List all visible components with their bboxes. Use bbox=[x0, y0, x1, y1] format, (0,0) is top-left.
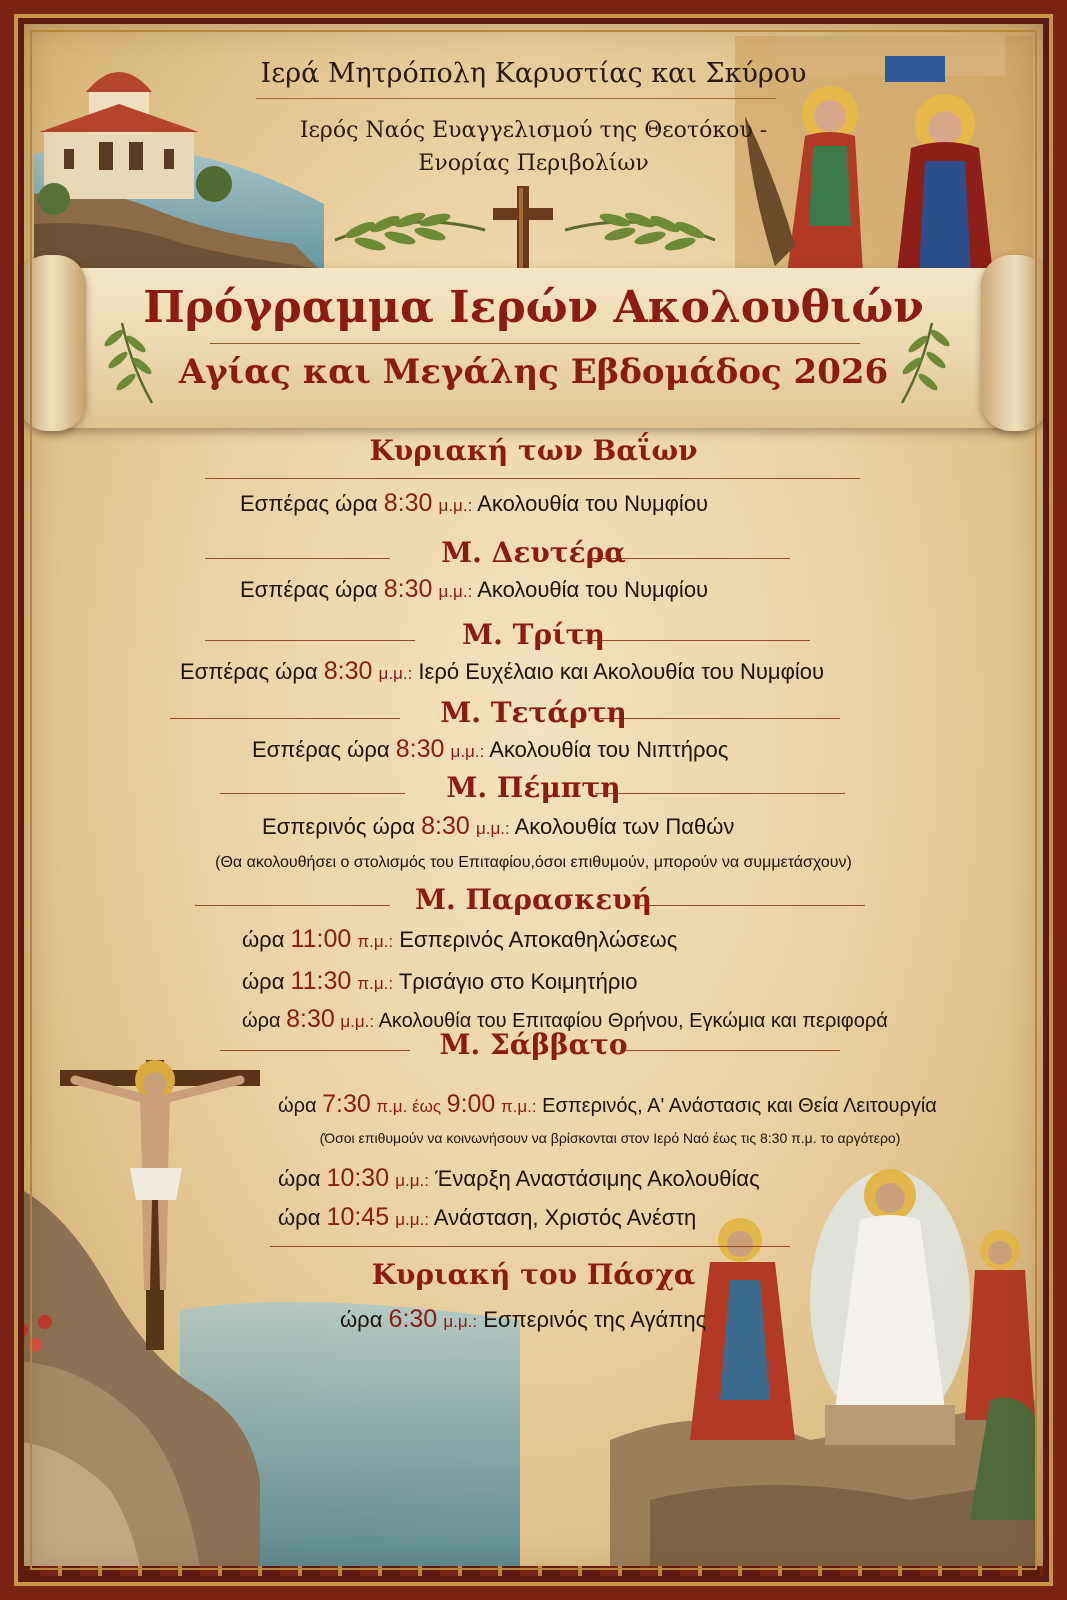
service-description: Έναρξη Αναστάσιμης Ακολουθίας bbox=[435, 1166, 760, 1191]
page-subtitle: Αγίας και Μεγάλης Εβδομάδος 2026 bbox=[178, 352, 889, 392]
service-time-unit: π.μ. έως bbox=[376, 1097, 442, 1116]
service-prefix: Εσπέρας ώρα bbox=[180, 659, 318, 684]
service-description: Ανάσταση, Χριστός Ανέστη bbox=[433, 1205, 697, 1230]
title-divider bbox=[210, 343, 860, 344]
service-time: 11:00 bbox=[290, 925, 352, 953]
service-prefix: Εσπερινός ώρα bbox=[262, 814, 416, 839]
service-time-unit: π.μ.: bbox=[357, 974, 394, 993]
service-prefix: ώρα bbox=[278, 1095, 317, 1117]
service-friday-1 bbox=[242, 925, 677, 954]
service-tuesday-1 bbox=[180, 657, 824, 686]
service-prefix: Εσπέρας ώρα bbox=[240, 491, 378, 516]
service-monday-1 bbox=[240, 575, 708, 604]
service-time-unit: μ.μ.: bbox=[395, 1171, 429, 1190]
service-description: Ακολουθία του Νυμφίου bbox=[477, 491, 709, 516]
service-description: Εσπερινός της Αγάπης bbox=[483, 1307, 707, 1332]
service-prefix: ώρα bbox=[278, 1166, 321, 1191]
service-prefix: Εσπέρας ώρα bbox=[240, 577, 378, 602]
service-prefix: Εσπέρας ώρα bbox=[252, 737, 390, 762]
note-saturday: (Όσοι επιθυμούν να κοινωνήσουν να βρίσκονται στον Ιερό Ναό έως τις 8:30 π.μ. το αργότερο) bbox=[319, 1130, 901, 1146]
church-name bbox=[0, 114, 1067, 180]
service-prefix: ώρα bbox=[242, 1010, 281, 1032]
service-time: 10:45 bbox=[326, 1203, 390, 1231]
service-time-unit: π.μ.: bbox=[357, 932, 394, 951]
service-palm-sunday-1 bbox=[240, 489, 708, 518]
day-wednesday: Μ. Τετάρτη bbox=[440, 696, 627, 729]
service-description: Εσπερινός, Α' Ανάστασις και Θεία Λειτουργία bbox=[542, 1095, 937, 1117]
page-title: Πρόγραμμα Ιερών Ακολουθιών bbox=[143, 282, 924, 333]
service-prefix: ώρα bbox=[242, 927, 285, 952]
service-time: 8:30 bbox=[286, 1005, 335, 1033]
service-description: Ακολουθία του Επιταφίου Θρήνου, Εγκώμια και περιφορά bbox=[378, 1010, 888, 1032]
metropolis-name: Ιερά Μητρόπολη Καρυστίας και Σκύρου bbox=[260, 58, 807, 89]
service-saturday-3 bbox=[278, 1203, 696, 1232]
note-thursday: (Θα ακολουθήσει ο στολισμός του Επιταφίου,όσοι επιθυμούν, μπορούν να συμμετάσχουν) bbox=[215, 854, 852, 871]
service-time-unit: μ.μ.: bbox=[378, 664, 413, 683]
service-end-time: 9:00 bbox=[446, 1090, 496, 1118]
day-easter: Κυριακή του Πάσχα bbox=[371, 1258, 696, 1291]
service-prefix: ώρα bbox=[340, 1307, 383, 1332]
service-description: Ακολουθία των Παθών bbox=[514, 814, 735, 839]
service-time: 11:30 bbox=[290, 967, 352, 995]
divider-easter bbox=[270, 1246, 790, 1247]
service-time: 6:30 bbox=[388, 1305, 438, 1333]
service-time: 8:30 bbox=[323, 657, 373, 685]
service-prefix: ώρα bbox=[278, 1205, 321, 1230]
service-time: 10:30 bbox=[326, 1164, 390, 1192]
service-wednesday-1 bbox=[252, 735, 728, 764]
service-description: Ακολουθία του Νιπτήρος bbox=[489, 737, 729, 762]
palm-branch-left-icon bbox=[330, 200, 490, 260]
service-time-unit: μ.μ.: bbox=[438, 496, 473, 515]
service-time: 7:30 bbox=[322, 1090, 371, 1118]
church-name-line1: Ιερός Ναός Ευαγγελισμού της Θεοτόκου - bbox=[299, 118, 768, 143]
service-time: 8:30 bbox=[383, 489, 433, 517]
service-time: 8:30 bbox=[395, 735, 445, 763]
service-time-unit: μ.μ.: bbox=[395, 1210, 429, 1229]
cross-icon bbox=[488, 186, 558, 270]
service-description: Ακολουθία του Νυμφίου bbox=[477, 577, 709, 602]
service-time-unit: μ.μ.: bbox=[443, 1312, 478, 1331]
day-palm-sunday: Κυριακή των Βαΐων bbox=[369, 434, 698, 467]
service-saturday-1 bbox=[278, 1090, 937, 1119]
service-time-unit: μ.μ.: bbox=[475, 819, 510, 838]
day-tuesday: Μ. Τρίτη bbox=[462, 618, 605, 651]
service-end-time-unit: π.μ.: bbox=[500, 1097, 537, 1116]
service-time: 8:30 bbox=[421, 812, 470, 840]
service-time: 8:30 bbox=[383, 575, 433, 603]
day-saturday: Μ. Σάββατο bbox=[439, 1028, 628, 1061]
palm-branch-right-icon bbox=[560, 200, 720, 260]
day-thursday: Μ. Πέμπτη bbox=[446, 771, 621, 804]
service-time-unit: μ.μ.: bbox=[340, 1012, 375, 1031]
day-monday: Μ. Δευτέρα bbox=[441, 536, 626, 569]
divider-palm-sunday bbox=[205, 478, 860, 479]
service-thursday-1 bbox=[262, 812, 734, 841]
service-description: Ιερό Ευχέλαιο και Ακολουθία του Νυμφίου bbox=[418, 659, 825, 684]
service-time-unit: μ.μ.: bbox=[438, 582, 473, 601]
decorative-border-bottom bbox=[0, 1566, 1067, 1600]
service-description: Τρισάγιο στο Κοιμητήριο bbox=[398, 969, 638, 994]
church-name-line2: Ενορίας Περιβολίων bbox=[418, 151, 649, 176]
service-time-unit: μ.μ.: bbox=[450, 742, 485, 761]
header-divider bbox=[256, 98, 776, 99]
service-description: Εσπερινός Αποκαθηλώσεως bbox=[399, 927, 678, 952]
service-prefix: ώρα bbox=[242, 969, 285, 994]
service-friday-2 bbox=[242, 967, 638, 996]
service-saturday-2 bbox=[278, 1164, 760, 1193]
service-easter-1 bbox=[340, 1305, 706, 1334]
day-friday: Μ. Παρασκευή bbox=[414, 883, 653, 916]
